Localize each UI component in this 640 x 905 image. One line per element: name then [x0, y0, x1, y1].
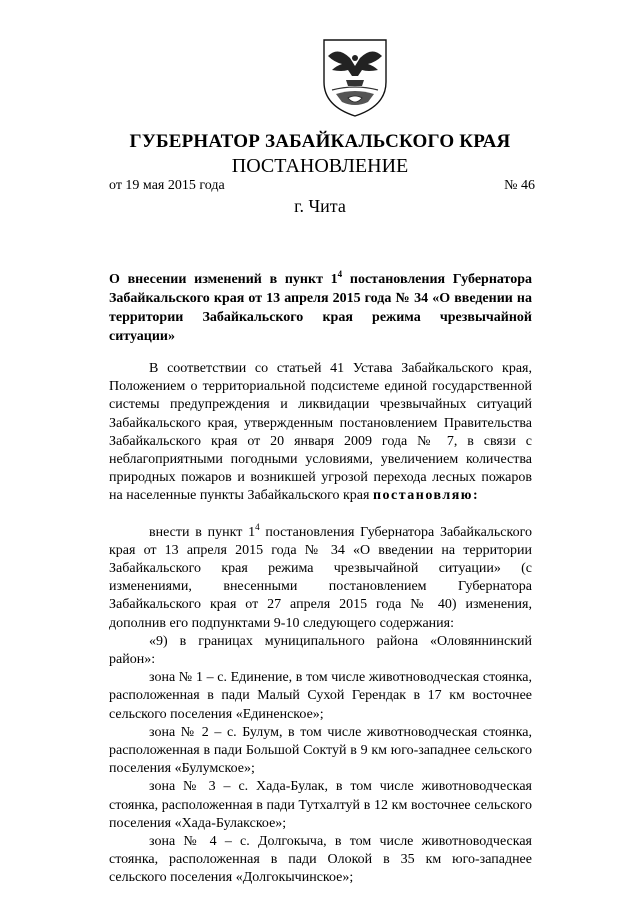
amendment-text: внести в пункт 1 [149, 524, 256, 540]
zone-1-paragraph: зона № 1 – с. Единение, в том числе животноводческая стоянка, расположенная в пади Малый Сухой Герендак в 17 км восточнее сельского поселения «Единенское»; [109, 670, 532, 722]
preamble-text: В соответствии со статьей 41 Устава Забайкальского края, Положением о территориальной подсистеме единой государственной системы предупреждения и ликвидации чрезвычайных ситуаций Забайкальского края, утвержденным постановлением Правительства Забайкальского края от 20 января 2009 года № 7, в связи с неблагоприятными погодными условиями, увеличением количества природных пожаров и возникшей угрозой перехода лесных пожаров на населенные пункты Забайкальского края [109, 361, 532, 504]
decree-word: постановляю: [372, 488, 480, 504]
amendment-text-cont: постановления Губернатора Забайкальского края от 13 апреля 2015 года № 34 «О введении на территории Забайкальского края режима чрезвычайной ситуации» (с изменениями, внесенными постановлением Губернатора Забайкальского края от 27 апреля 2015 года № 40) изменения, дополнив его подпунктами 9-10 следующего содержания: [109, 524, 532, 631]
preamble-paragraph [109, 360, 532, 506]
document-body [109, 360, 532, 888]
zone-3-paragraph: зона № 3 – с. Хада-Булак, в том числе животноводческая стоянка, расположенная в пади Тутхалтуй в 12 км восточнее сельского поселения «Хада-Булакское»; [109, 779, 532, 831]
subject-superscript: 4 [337, 269, 343, 279]
document-date: от 19 мая 2015 года [109, 178, 225, 193]
issuing-authority: ГУБЕРНАТОР ЗАБАЙКАЛЬСКОГО КРАЯ [129, 131, 511, 152]
issuing-city: г. Чита [294, 196, 346, 216]
item-9-paragraph: «9) в границах муниципального района «Оловяннинский район»: [109, 633, 532, 668]
coat-of-arms-icon [318, 36, 392, 118]
subject-text: О внесении изменений в пункт 1 [109, 272, 338, 287]
amendment-superscript: 4 [255, 521, 260, 532]
date-number-line [109, 178, 535, 194]
amendment-paragraph [109, 521, 532, 633]
zone-4-paragraph: зона № 4 – с. Долгокыча, в том числе животноводческая стоянка, расположенная в пади Олокой в 35 км юго-западнее сельского поселения «Долгокычинское»; [109, 834, 532, 886]
zone-2-paragraph: зона № 2 – с. Булум, в том числе животноводческая стоянка, расположенная в пади Большой Соктуй в 9 км юго-западнее сельского поселения «Булумское»; [109, 724, 532, 777]
document-number: № 46 [504, 178, 535, 193]
subject-text-cont: постановления Губернатора Забайкальского края от 13 апреля 2015 года № 34 «О введении на территории Забайкальского края режима чрезвычайной ситуации» [109, 272, 532, 344]
document-type: ПОСТАНОВЛЕНИЕ [231, 155, 409, 177]
document-subject [109, 270, 532, 346]
